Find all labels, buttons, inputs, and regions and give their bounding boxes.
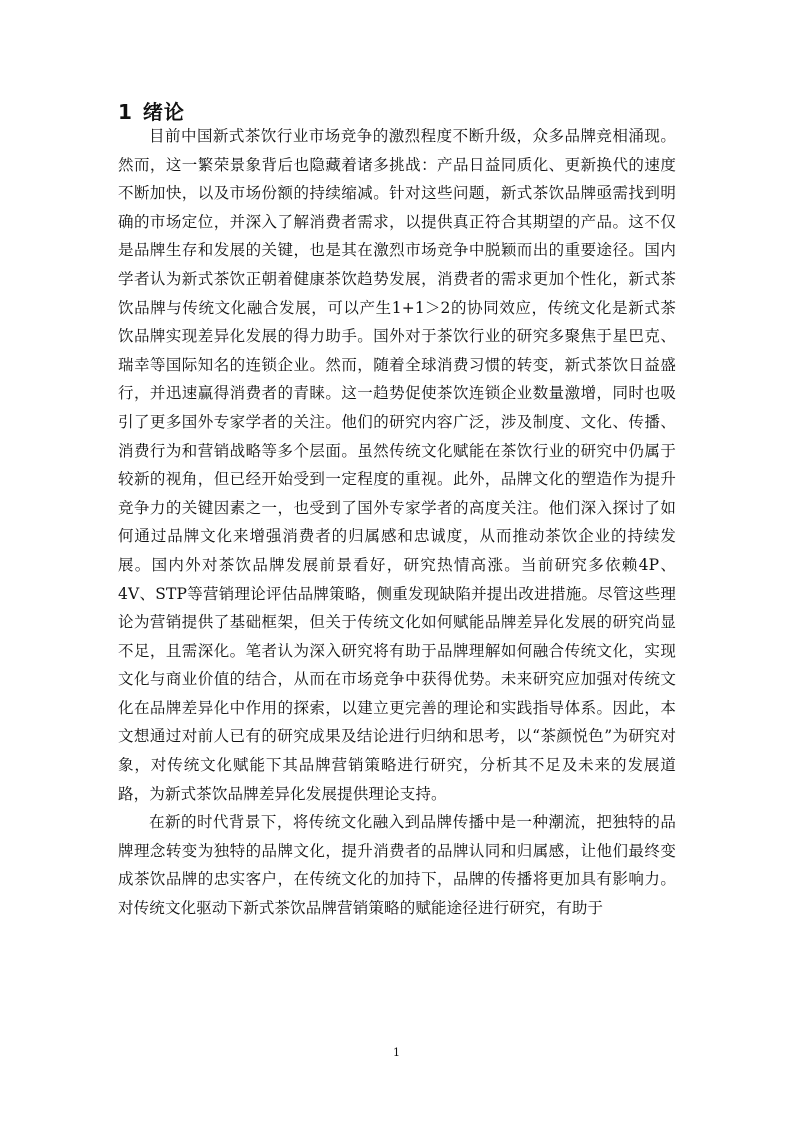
section-title: 绪论: [142, 100, 185, 124]
section-heading: [118, 96, 185, 125]
body-text: [118, 122, 676, 923]
section-number: 1: [118, 100, 133, 124]
paragraph-2: 在新的时代背景下，将传统文化融入到品牌传播中是一种潮流，把独特的品牌理念转变为独特的品牌文化，提升消费者的品牌认同和归属感，让他们最终变成茶饮品牌的忠实客户，在传统文化的加持下，品牌的传播将更加具有影响力。对传统文化驱动下新式茶饮品牌营销策略的赋能途径进行研究，有助于: [118, 813, 676, 918]
paragraph-1: 目前中国新式茶饮行业市场竞争的激烈程度不断升级，众多品牌竞相涌现。然而，这一繁荣景象背后也隐藏着诸多挑战：产品日益同质化、更新换代的速度不断加快，以及市场份额的持续缩减。针对这些问题，新式茶饮品牌亟需找到明确的市场定位，并深入了解消费者需求，以提供真正符合其期望的产品。这不仅是品牌生存和发展的关键，也是其在激烈市场竞争中脱颖而出的重要途径。国内学者认为新式茶饮正朝着健康茶饮趋势发展，消费者的需求更加个性化，新式茶饮品牌与传统文化融合发展，可以产生1+1＞2的协同效应，传统文化是新式茶饮品牌实现差异化发展的得力助手。国外对于茶饮行业的研究多聚焦于星巴克、瑞幸等国际知名的连锁企业。然而，随着全球消费习惯的转变，新式茶饮日益盛行，并迅速赢得消费者的青睐。这一趋势促使茶饮连锁企业数量激增，同时也吸引了更多国外专家学者的关注。他们的研究内容广泛，涉及制度、文化、传播、消费行为和营销战略等多个层面。虽然传统文化赋能在茶饮行业的研究中仍属于较新的视角，但已经开始受到一定程度的重视。此外，品牌文化的塑造作为提升竞争力的关键因素之一，也受到了国外专家学者的高度关注。他们深入探讨了如何通过品牌文化来增强消费者的归属感和忠诚度，从而推动茶饮企业的持续发展。国内外对茶饮品牌发展前景看好，研究热情高涨。当前研究多依赖4P、4V、STP等营销理论评估品牌策略，侧重发现缺陷并提出改进措施。尽管这些理论为营销提供了基础框架，但关于传统文化如何赋能品牌差异化发展的研究尚显不足，且需深化。笔者认为深入研究将有助于品牌理解如何融合传统文化，实现文化与商业价值的结合，从而在市场竞争中获得优势。未来研究应加强对传统文化在品牌差异化中作用的探索，以建立更完善的理论和实践指导体系。因此，本文想通过对前人已有的研究成果及结论进行归纳和思考，以“茶颜悦色”为研究对象，对传统文化赋能下其品牌营销策略进行研究，分析其不足及未来的发展道路，为新式茶饮品牌差异化发展提供理论支持。: [118, 127, 676, 803]
page-number: 1: [393, 1046, 400, 1059]
